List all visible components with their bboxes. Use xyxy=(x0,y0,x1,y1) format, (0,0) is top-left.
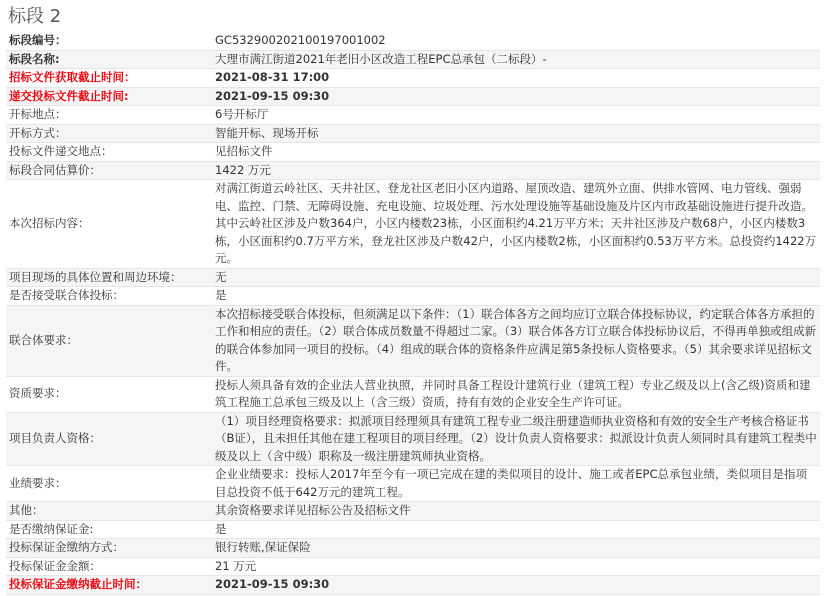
table-row xyxy=(6,106,820,125)
row-label: 资质要求： xyxy=(6,376,212,412)
row-label: 投标保证金缴纳截止时间： xyxy=(6,576,212,595)
row-value: GC532900202100197001002 xyxy=(212,32,820,50)
row-value: 智能开标、现场开标 xyxy=(212,124,820,143)
row-label: 递交投标文件截止时间: xyxy=(6,87,212,106)
row-value: 6号开标厅 xyxy=(212,106,820,125)
table-row xyxy=(6,87,820,106)
table-row xyxy=(6,268,820,287)
table-row xyxy=(6,50,820,69)
bid-section-table xyxy=(6,32,820,595)
table-row xyxy=(6,180,820,269)
row-label: 开标地点： xyxy=(6,106,212,125)
table-row xyxy=(6,539,820,558)
row-label: 其他： xyxy=(6,502,212,521)
row-label: 标段合同估算价： xyxy=(6,161,212,180)
table-row xyxy=(6,466,820,502)
table-row xyxy=(6,143,820,162)
row-value: 企业业绩要求：投标人2017年至今有一项已完成在建的类似项目的设计、施工或者EPC总承包业绩，类似项目是指项目总投资不低于642万元的建筑工程。 xyxy=(212,466,820,502)
section-title: 标段 2 xyxy=(8,6,62,27)
table-row xyxy=(6,287,820,306)
row-value: 见招标文件 xyxy=(212,143,820,162)
row-value: 银行转账,保证保险 xyxy=(212,539,820,558)
row-value: 大理市满江街道2021年老旧小区改造工程EPC总承包（二标段）- xyxy=(212,50,820,69)
row-value: 是 xyxy=(212,520,820,539)
row-value: 21 万元 xyxy=(212,557,820,576)
row-label: 投标保证金缴纳方式： xyxy=(6,539,212,558)
row-label: 业绩要求： xyxy=(6,466,212,502)
row-label: 本次招标内容： xyxy=(6,180,212,269)
table-row xyxy=(6,69,820,88)
table-row xyxy=(6,557,820,576)
row-value: 投标人须具备有效的企业法人营业执照，并同时具备工程设计建筑行业（建筑工程）专业乙级及以上(含乙级)资质和建筑工程施工总承包三级及以上（含三级）资质，持有有效的企业安全生产许可证。 xyxy=(212,376,820,412)
table-row xyxy=(6,305,820,376)
table-row xyxy=(6,520,820,539)
table-row xyxy=(6,412,820,466)
row-value: 2021-09-15 09:30 xyxy=(212,87,820,106)
row-value: 本次招标接受联合体投标，但须满足以下条件：（1）联合体各方之间均应订立联合体投标协议，约定联合体各方承担的工作和相应的责任。（2）联合体成员数量不得超过二家。（3）联合体各方订立联合体投标协议后，不得再单独或组成新的联合体参加同一项目的投标。（4）组成的联合体的资格条件应满足第5条投标人资格要求。（5）其余要求详见招标文件。 xyxy=(212,305,820,376)
row-label: 是否缴纳保证金: xyxy=(6,520,212,539)
row-label: 是否接受联合体投标： xyxy=(6,287,212,306)
row-value: 其余资格要求详见招标公告及招标文件 xyxy=(212,502,820,521)
row-value: （1）项目经理资格要求：拟派项目经理须具有建筑工程专业二级注册建造师执业资格和有效的安全生产考核合格证书（B证），且未担任其他在建工程项目的项目经理。（2）设计负责人资格要求：拟派设计负责人须同时具有建筑工程类中级及以上（含中级）职称及一级注册建筑师执业资格。 xyxy=(212,412,820,466)
row-label: 标段名称: xyxy=(6,50,212,69)
row-value: 2021-09-15 09:30 xyxy=(212,576,820,595)
row-label: 投标文件递交地点： xyxy=(6,143,212,162)
table-row xyxy=(6,576,820,595)
row-label: 投标保证金金额： xyxy=(6,557,212,576)
row-label: 开标方式： xyxy=(6,124,212,143)
row-label: 标段编号： xyxy=(6,32,212,50)
row-label: 招标文件获取截止时间： xyxy=(6,69,212,88)
row-label: 项目负责人资格： xyxy=(6,412,212,466)
table-row xyxy=(6,124,820,143)
table-row xyxy=(6,502,820,521)
row-value: 对满江街道云岭社区、天井社区、登龙社区老旧小区内道路、屋顶改造、建筑外立面、供排水管网、电力管线、强弱电、监控、门禁、无障碍设施、充电设施、垃圾处理、污水处理设施等基础设施及片区内市政基础设施进行提升改造。其中云岭社区涉及户数364户，小区内楼数23栋，小区面积约4.21万平方米；天井社区涉及户数68户，小区内楼数3栋，小区面积约0.7万平方米，登龙社区涉及户数42户，小区内楼数2栋，小区面积约0.53万平方米。总投资约1422万元。 xyxy=(212,180,820,269)
row-value: 2021-08-31 17:00 xyxy=(212,69,820,88)
row-value: 是 xyxy=(212,287,820,306)
table-row xyxy=(6,32,820,50)
row-value: 1422 万元 xyxy=(212,161,820,180)
table-row xyxy=(6,376,820,412)
row-label: 项目现场的具体位置和周边环境： xyxy=(6,268,212,287)
row-value: 无 xyxy=(212,268,820,287)
table-body xyxy=(6,32,820,594)
row-label: 联合体要求： xyxy=(6,305,212,376)
table-row xyxy=(6,161,820,180)
